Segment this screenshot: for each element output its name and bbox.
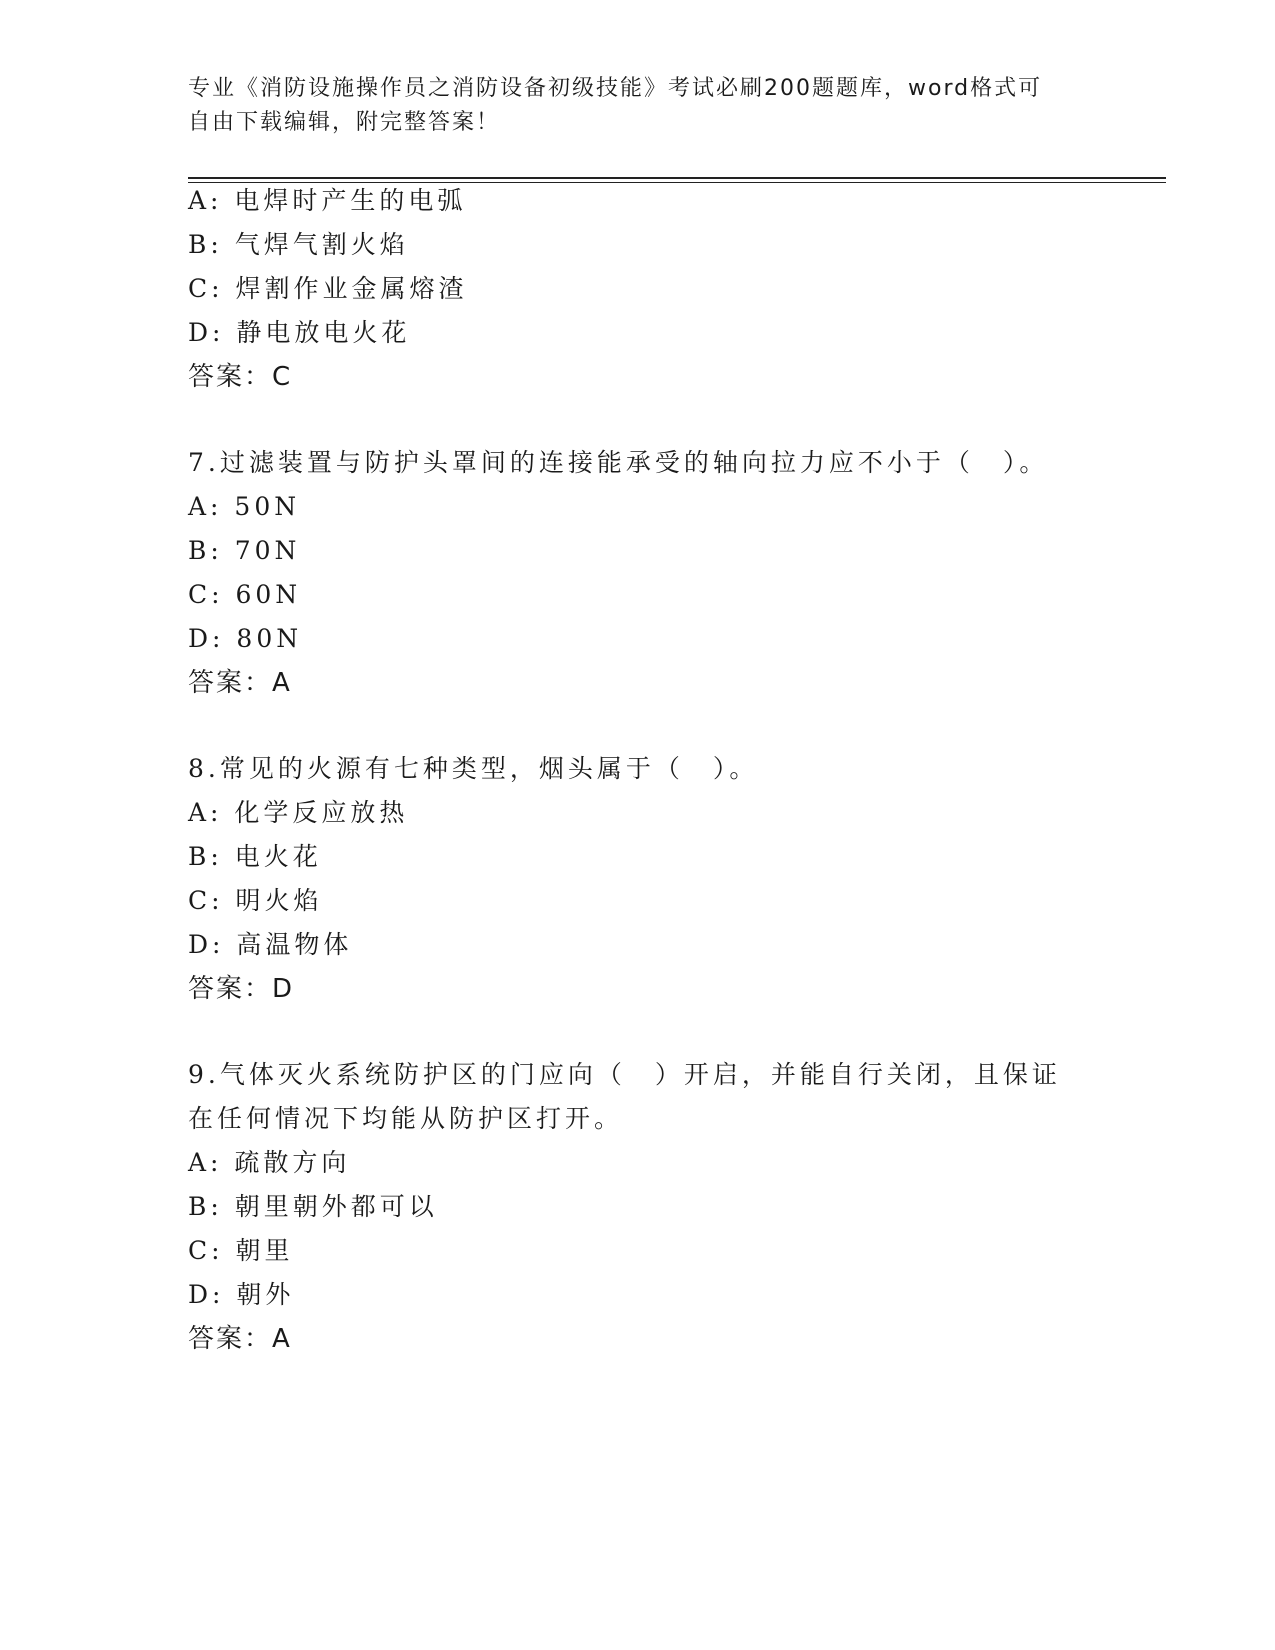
q9-option-d: D: 朝外	[188, 1280, 295, 1309]
q9-answer: 答案：A	[188, 1324, 292, 1354]
q8-option-c: C: 明火焰	[188, 886, 323, 915]
document-header	[188, 72, 1068, 140]
q8-stem: 8.常见的火源有七种类型，烟头属于（ ）。	[188, 754, 759, 783]
q6-answer: 答案：C	[188, 362, 293, 392]
q9-stem-line-1: 9.气体灭火系统防护区的门应向（ ）开启，并能自行关闭，且保证	[188, 1060, 1061, 1089]
q6-option-a: A: 电焊时产生的电弧	[188, 186, 467, 215]
header-divider-thin	[188, 182, 1166, 183]
q6-option-c: C: 焊割作业金属熔渣	[188, 274, 468, 303]
q7-option-b: B: 70N	[188, 536, 301, 565]
q6-option-b: B: 气焊气割火焰	[188, 230, 409, 259]
q6-option-d: D: 静电放电火花	[188, 318, 411, 347]
q8-option-d: D: 高温物体	[188, 930, 353, 959]
q8-option-b: B: 电火花	[188, 842, 322, 871]
q8-answer: 答案：D	[188, 974, 295, 1004]
header-divider-thick	[188, 177, 1166, 179]
q9-option-c: C: 朝里	[188, 1236, 294, 1265]
q9-option-b: B: 朝里朝外都可以	[188, 1192, 438, 1221]
q9-stem-line-2: 在任何情况下均能从防护区打开。	[188, 1104, 624, 1133]
q7-option-a: A: 50N	[188, 492, 301, 521]
q7-stem: 7.过滤装置与防护头罩间的连接能承受的轴向拉力应不小于（ ）。	[188, 448, 1049, 477]
q8-option-a: A: 化学反应放热	[188, 798, 409, 827]
q9-option-a: A: 疏散方向	[188, 1148, 351, 1177]
header-line-1: 专业《消防设施操作员之消防设备初级技能》考试必刷200题题库，word格式可	[188, 76, 1043, 101]
q7-answer: 答案：A	[188, 668, 292, 698]
header-line-2: 自由下载编辑，附完整答案！	[188, 110, 501, 135]
q7-option-d: D: 80N	[188, 624, 303, 653]
q7-option-c: C: 60N	[188, 580, 302, 609]
